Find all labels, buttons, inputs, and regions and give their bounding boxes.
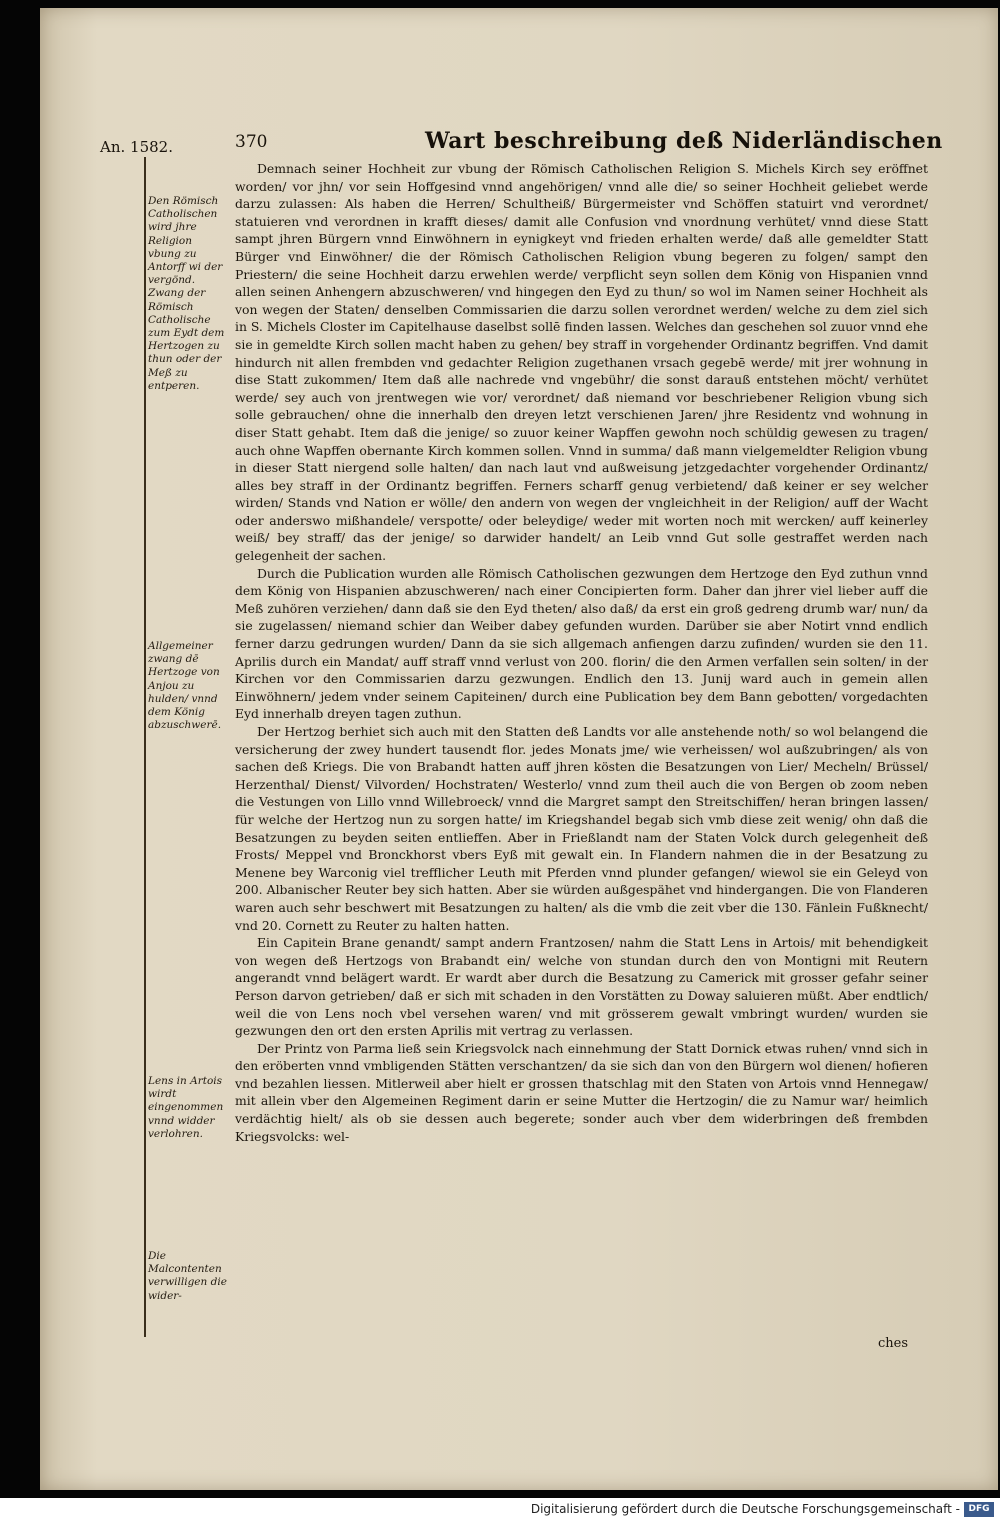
dfg-logo: DFG <box>964 1502 994 1517</box>
paragraph: Der Hertzog berhiet sich auch mit den Statten deß Landts vor alle anstehende noth/ so wol belangend die versicherung der zwey hundert tausendt flor. jedes Monats jme/ wie verheissen/ wol außzubringen/ als von sachen deß Kriegs. Die von Brabandt hatten auff jhren kösten die Besatzungen von Lier/ Mecheln/ Brüssel/ Herzenthal/ Dienst/ Vilvorden/ Hochstraten/ Westerlo/ vnnd zum theil auch die von Bergen ob zoom neben die Vestungen von Lillo vnnd Willebroeck/ vnnd die Margret sampt den Streitschiffen/ heran bringen lassen/ für welche der Hertzog nun zu sorgen hatte/ im Kriegshandel begab sich vmb diese zeit wenig/ ohn daß die Besatzungen zu beyden seiten entlieffen. Aber in Frießlandt nam der Staten Volck durch gelegenheit deß Frosts/ Meppel vnd Bronckhorst vbers Eyß mit gewalt ein. In Flandern nahmen die in der Besatzung zu Menene bey Warconig viel trefflicher Leuth mit Pferden vnnd plunder gefangen/ wiewol sie ein Geleyd von 200. Albanischer Reuter bey sich hatten. Aber sie würden außgespähet vnd hindergangen. Die von Flanderen waren auch sehr beschwert mit Besatzungen zu halten/ als die vmb die zeit vber die 130. Fänlein Fußknecht/ vnd 20. Cornett zu Reuter zu halten hatten. <box>235 724 928 933</box>
paragraph: Der Printz von Parma ließ sein Kriegsvolck nach einnehmung der Statt Dornick etwas ruhen/ vnnd sich in den eröberten vnnd vmbligenden Stätten verschantzen/ da sie sich dan von den Bürgern wol dienen/ hofieren vnd bezahlen liessen. Mitlerweil aber hielt er grossen thatschlag mit den Staten von Artois vnnd Hennegaw/ mit allein vber den Algemeinen Regiment darin er seine Mutter die Hertzogin/ die zu Namur war/ heimlich verdächtig hielt/ als ob sie dessen auch begerete; sonder auch vber dem widerbringen deß frembden Kriegsvolcks: wel- <box>235 1040 928 1144</box>
funding-credit: Digitalisierung gefördert durch die Deutsche Forschungsgemeinschaft - <box>530 1502 960 1516</box>
catchword: ches <box>878 1336 909 1351</box>
paragraph: Ein Capitein Brane genandt/ sampt andern Frantzosen/ nahm die Statt Lens in Artois/ mit behendigkeit von wegen deß Hertzogs von Brabandt ein/ welche von stundan durch den von Montigni mit Reutern angerandt vnnd belägert wardt. Er wardt aber durch die Besatzung zu Camerick mit grosser gefahr seiner Person darvon getrieben/ daß er sich mit schaden in den Vorstätten zu Doway saluieren müßt. Aber endtlich/ weil die von Lens noch vbel versehen waren/ vnd mit grösserem gewalt vmbringt wurden/ wurden sie gezwungen den ort den ersten Aprilis mit vertrag zu verlassen. <box>235 935 928 1039</box>
page-number: 370 <box>235 132 268 152</box>
paragraph: Demnach seiner Hochheit zur vbung der Römisch Catholischen Religion S. Michels Kirch sey eröffnet worden/ vor jhn/ vor sein Hoffgesind vnnd angehörigen/ vnnd alle die/ so seiner Hochheit geliebet werde darzu zulassen: Als haben die Herren/ Schultheiß/ Bürgermeister vnd Schöffen statuirt vnd verordnet/ statuieren vnd verordnen in krafft dieses/ damit alle Confusion vnd vnordnung verhütet/ vnnd diese Statt sampt jhren Bürgern vnnd Einwöhnern in eynigkeyt vnd frieden erhalten werde/ daß alle gemeldter Statt Bürger vnd Einwöhner/ die der Römisch Catholischen Religion vbung begeren zu folgen/ sampt den Priestern/ die seine Hochheit darzu erwehlen werde/ verpflicht seyn sollen dem König von Hispanien vnnd allen seinen Anhengern abzuschweren/ vnd hingegen den Eyd zu thun/ so wol im Namen seiner Hochheit als von wegen der Staten/ denselben Commissarien die darzu sollen verordnet werden/ welche zu dem ziel sich in S. Michels Closter im Capitelhause daselbst sollē finden lassen. Welches dan geschehen sol zuuor vnnd ehe sie in gemeldte Kirch sollen macht haben zu gehen/ bey straff in vorgehender Ordinantz begriffen. Vnd damit hindurch nit allen frembden vnd gedachter Religion zugethanen vrsach gegebē werde/ mit jrer wohnung in dise Statt zukommen/ Item daß alle nachrede vnd vngebühr/ die sonst darauß entstehen möcht/ verhütet werde/ sey auch von jrentwegen wie vor/ verordnet/ daß niemand vor beschriebener Religion vbung sich solle gebrauchen/ ohne die innerhalb den dreyen letzt verschienen Jaren/ jhre Residentz vnd wohnung in diser Statt gehabt. Item daß die jenige/ so zuuor keiner Wapffen gewohn noch schüldig gewesen zu tragen/ auch ohne Wapffen obernante Kirch kommen sollen. Vnnd in summa/ daß mann vielgemeldter Religion vbung in dieser Statt niergend solle halten/ dan nach laut vnd außweisung jetzgedachter vorgehender Ordinantz/ alles bey straff in der Ordinantz begriffen. Ferners scharff genug verbietend/ daß keiner er sey welcher wirden/ Stands vnd Nation er wölle/ den andern von wegen der vngleichheit in der Religion/ auff der Wacht oder anderswo mißhandele/ verspotte/ oder beleydige/ weder mit worten noch mit wercken/ auff keinerley weiß/ bey straff/ das der jenige/ so darwider handelt/ an Leib vnnd Gut solle gestraffet werden nach gelegenheit der sachen. <box>235 161 928 564</box>
margin-rule <box>144 157 146 1337</box>
page-header <box>100 128 1000 158</box>
paragraph: Durch die Publication wurden alle Römisch Catholischen gezwungen dem Hertzoge den Eyd zuthun vnnd dem König von Hispanien abzuschweren/ nach einer Concipierten form. Daher dan jhrer viel lieber auff die Meß zuhören verziehen/ dann daß sie den Eyd theten/ also daß/ da erst ein groß gedreng drumb war/ nun/ da sie zugelassen/ niemand schier dan Weiber dabey gefunden wurden. Darüber sie aber Notirt vnnd endlich ferner darzu gedrungen wurden/ Dann da sie sich allgemach anfiengen darzu zufinden/ wurden sie den 11. Aprilis durch ein Mandat/ auff straff vnnd verlust von 200. florin/ die den Armen verfallen sein solten/ in der Kirchen vor den Commissarien darzu gezwungen. Endlich den 13. Junij ward auch in gemein allen Einwöhnern/ jedem vnder seinem Capiteinen/ durch eine Publication bey dem Bann gebotten/ vorgedachten Eyd innerhalb dreyen tagen zuthun. <box>235 565 928 722</box>
footer-bar <box>0 1498 1000 1521</box>
year-marker: An. 1582. <box>100 138 173 156</box>
margin-note: Die Malcontenten verwilligen die wider- <box>148 1250 227 1302</box>
margin-note: Allgemeiner zwang dē Hertzoge von Anjou zu hulden/ vnnd dem König abzuschwerē. <box>148 640 222 732</box>
margin-note: Den Römisch Catholischen wird jhre Religion vbung zu Antorff wi der vergönd. Zwang der Römisch Catholische zum Eydt dem Hertzogen zu thun oder der Meß zu entperen. <box>148 195 225 392</box>
running-title: Wart beschreibung deß Niderländischen <box>425 128 943 154</box>
main-text-block <box>235 160 928 1145</box>
margin-note: Lens in Artois wirdt eingenommen vnnd widder verlohren. <box>148 1075 224 1140</box>
